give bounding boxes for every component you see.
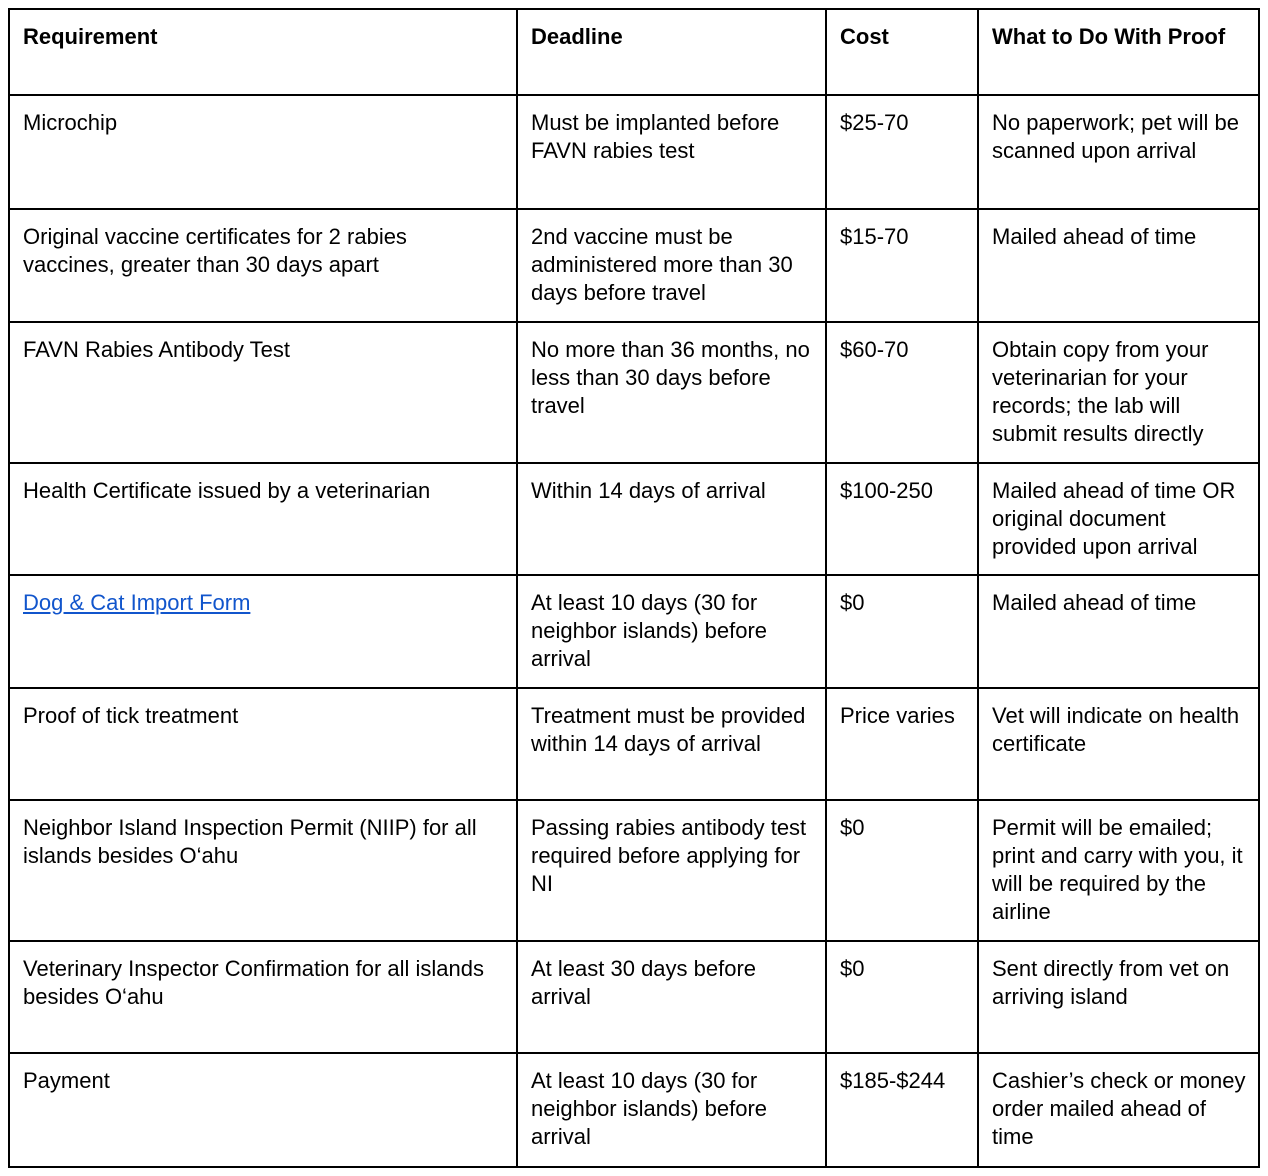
- cost-cell: $185-$244: [826, 1053, 978, 1167]
- deadline-cell: Treatment must be provided within 14 days of arrival: [517, 688, 826, 800]
- table-row: [9, 1053, 1259, 1167]
- proof-cell: Obtain copy from your veterinarian for your records; the lab will submit results directly: [978, 322, 1259, 463]
- import-form-link[interactable]: Dog & Cat Import Form: [23, 590, 251, 615]
- requirements-table: [8, 8, 1260, 1168]
- deadline-cell: No more than 36 months, no less than 30 days before travel: [517, 322, 826, 463]
- table-row: [9, 688, 1259, 800]
- proof-cell: Vet will indicate on health certificate: [978, 688, 1259, 800]
- column-header-cost: Cost: [826, 9, 978, 95]
- header-row: [9, 9, 1259, 95]
- proof-cell: No paperwork; pet will be scanned upon arrival: [978, 95, 1259, 209]
- requirement-cell: Payment: [9, 1053, 517, 1167]
- table-row: [9, 209, 1259, 322]
- cost-cell: $15-70: [826, 209, 978, 322]
- cost-cell: Price varies: [826, 688, 978, 800]
- proof-cell: Cashier’s check or money order mailed ahead of time: [978, 1053, 1259, 1167]
- proof-cell: Mailed ahead of time: [978, 209, 1259, 322]
- proof-cell: Sent directly from vet on arriving island: [978, 941, 1259, 1053]
- table-row: [9, 575, 1259, 688]
- table-row: [9, 322, 1259, 463]
- deadline-cell: Must be implanted before FAVN rabies test: [517, 95, 826, 209]
- table-row: [9, 95, 1259, 209]
- cost-cell: $100-250: [826, 463, 978, 575]
- cost-cell: $25-70: [826, 95, 978, 209]
- table-row: [9, 941, 1259, 1053]
- requirement-cell: Health Certificate issued by a veterinarian: [9, 463, 517, 575]
- requirement-cell: Original vaccine certificates for 2 rabies vaccines, greater than 30 days apart: [9, 209, 517, 322]
- deadline-cell: 2nd vaccine must be administered more than 30 days before travel: [517, 209, 826, 322]
- cost-cell: $0: [826, 800, 978, 941]
- requirement-cell: Microchip: [9, 95, 517, 209]
- column-header-deadline: Deadline: [517, 9, 826, 95]
- deadline-cell: At least 10 days (30 for neighbor islands) before arrival: [517, 1053, 826, 1167]
- deadline-cell: At least 10 days (30 for neighbor islands) before arrival: [517, 575, 826, 688]
- deadline-cell: Passing rabies antibody test required before applying for NI: [517, 800, 826, 941]
- requirement-cell: Proof of tick treatment: [9, 688, 517, 800]
- cost-cell: $0: [826, 941, 978, 1053]
- table-row: [9, 463, 1259, 575]
- proof-cell: Mailed ahead of time OR original document provided upon arrival: [978, 463, 1259, 575]
- table-row: [9, 800, 1259, 941]
- deadline-cell: At least 30 days before arrival: [517, 941, 826, 1053]
- proof-cell: Permit will be emailed; print and carry with you, it will be required by the airline: [978, 800, 1259, 941]
- cost-cell: $60-70: [826, 322, 978, 463]
- requirement-cell: [9, 575, 517, 688]
- column-header-proof: What to Do With Proof: [978, 9, 1259, 95]
- requirement-cell: Neighbor Island Inspection Permit (NIIP) for all islands besides O‘ahu: [9, 800, 517, 941]
- requirement-cell: Veterinary Inspector Confirmation for all islands besides O‘ahu: [9, 941, 517, 1053]
- cost-cell: $0: [826, 575, 978, 688]
- requirement-cell: FAVN Rabies Antibody Test: [9, 322, 517, 463]
- proof-cell: Mailed ahead of time: [978, 575, 1259, 688]
- deadline-cell: Within 14 days of arrival: [517, 463, 826, 575]
- column-header-requirement: Requirement: [9, 9, 517, 95]
